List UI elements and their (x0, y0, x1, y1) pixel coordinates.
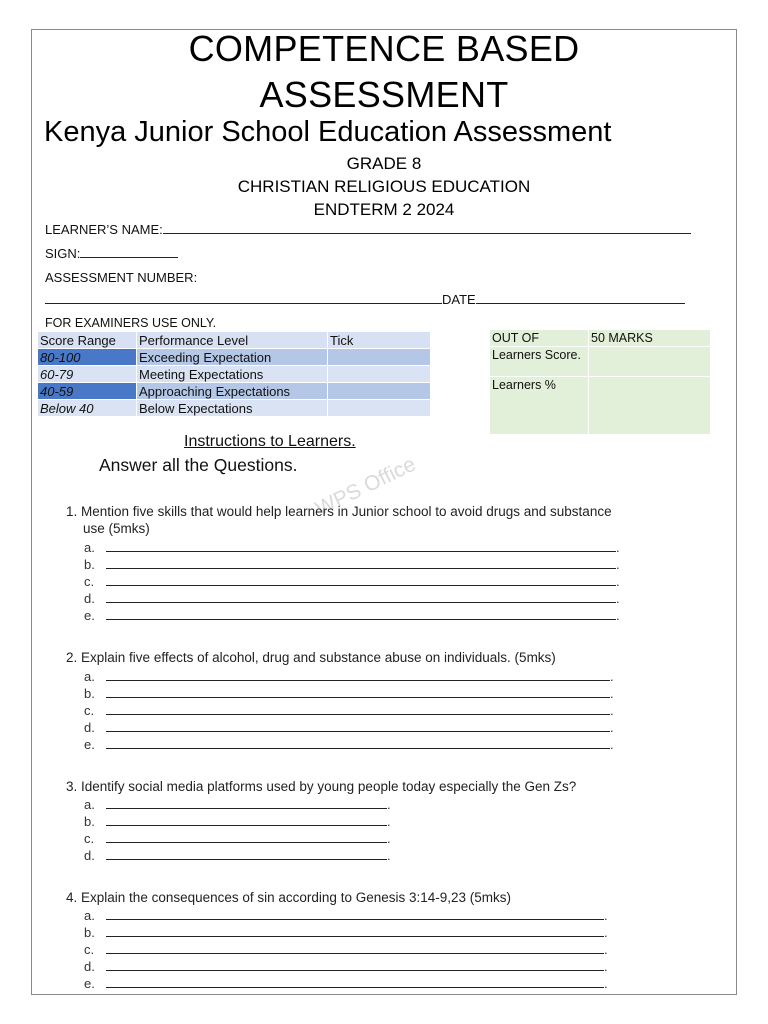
answer-line[interactable]: e. . (84, 737, 614, 752)
answer-underline (106, 602, 616, 603)
learners-percent-label: Learners % (490, 377, 589, 435)
answer-line[interactable]: d. . (84, 591, 620, 606)
question-number: 1. (66, 504, 78, 519)
option-label: b. (84, 686, 95, 701)
option-label: b. (84, 925, 95, 940)
subject: CHRISTIAN RELIGIOUS EDUCATION (237, 177, 531, 196)
answer-underline (106, 953, 604, 954)
question-4-answers (84, 907, 608, 992)
option-label: c. (84, 942, 95, 957)
option-label: e. (84, 737, 95, 752)
answer-underline (106, 680, 610, 681)
watermark: WPS Office (312, 452, 420, 521)
learner-name-label: LEARNER’S NAME: (45, 222, 163, 237)
performance-level-cell: Exceeding Expectation (137, 349, 328, 366)
answer-underline (106, 859, 387, 860)
date-field (45, 292, 685, 307)
option-label: a. (84, 797, 95, 812)
option-label: e. (84, 608, 95, 623)
header-performance-level: Performance Level (137, 332, 328, 349)
answer-line[interactable]: c. . (84, 942, 608, 957)
answer-underline (106, 936, 604, 937)
option-label: a. (84, 669, 95, 684)
question-2 (66, 650, 556, 665)
answer-line[interactable]: a. . (84, 908, 608, 923)
option-label: c. (84, 574, 95, 589)
answer-underline (106, 619, 616, 620)
learners-score-cell[interactable] (589, 347, 711, 377)
answer-line[interactable]: c. . (84, 574, 620, 589)
examiners-heading: FOR EXAMINERS USE ONLY. (45, 316, 217, 330)
answer-line[interactable]: a. . (84, 797, 391, 812)
answer-line[interactable]: a. . (84, 540, 620, 555)
option-label: e. (84, 976, 95, 991)
option-label: d. (84, 959, 95, 974)
date-label: DATE (442, 292, 476, 307)
question-3 (66, 779, 576, 794)
question-text: Identify social media platforms used by young people today especially the Gen Zs? (81, 779, 577, 794)
answer-underline (106, 585, 616, 586)
table-row (38, 400, 431, 417)
learner-name-field (45, 222, 691, 237)
answer-line[interactable]: d. . (84, 720, 614, 735)
subtitle: Kenya Junior School Education Assessment (44, 116, 612, 148)
performance-level-cell: Meeting Expectations (137, 366, 328, 383)
question-1-answers (84, 539, 620, 624)
option-label: c. (84, 831, 95, 846)
answer-underline (106, 731, 610, 732)
assessment-number-line[interactable] (45, 303, 442, 304)
question-2-answers (84, 668, 614, 753)
title-line2: ASSESSMENT (259, 74, 509, 115)
question-number: 3. (66, 779, 78, 794)
option-label: a. (84, 908, 95, 923)
tick-cell[interactable] (328, 366, 431, 383)
sign-field (45, 246, 178, 261)
option-label: b. (84, 557, 95, 572)
answer-line[interactable]: b. . (84, 557, 620, 572)
answer-underline (106, 551, 616, 552)
table-row (38, 383, 431, 400)
answer-line[interactable]: a. . (84, 669, 614, 684)
instructions-text: Answer all the Questions. (99, 455, 298, 475)
option-label: d. (84, 591, 95, 606)
score-range-cell: 60-79 (38, 366, 137, 383)
answer-underline (106, 714, 610, 715)
answer-underline (106, 970, 604, 971)
answer-line[interactable]: c. . (84, 831, 391, 846)
answer-underline (106, 568, 616, 569)
option-label: d. (84, 720, 95, 735)
learners-score-label: Learners Score. (490, 347, 589, 377)
question-text: Explain the consequences of sin according to Genesis 3:14-9,23 (5mks) (81, 890, 512, 905)
question-text-continued: use (5mks) (83, 521, 150, 536)
score-box (489, 329, 711, 435)
table-header-row (38, 332, 431, 349)
question-text: Mention five skills that would help learners in Junior school to avoid drugs and substance (81, 504, 612, 519)
term: ENDTERM 2 2024 (313, 200, 455, 219)
answer-line[interactable]: d. . (84, 848, 391, 863)
performance-level-cell: Below Expectations (137, 400, 328, 417)
question-1 (66, 504, 612, 519)
out-of-value: 50 MARKS (589, 330, 711, 347)
table-row (38, 349, 431, 366)
performance-table (37, 331, 431, 417)
answer-line[interactable]: e. . (84, 608, 620, 623)
answer-underline (106, 842, 387, 843)
performance-level-cell: Approaching Expectations (137, 383, 328, 400)
score-range-cell: 40-59 (38, 383, 137, 400)
table-row (38, 366, 431, 383)
question-text: Explain five effects of alcohol, drug and substance abuse on individuals. (5mks) (81, 650, 556, 665)
tick-cell[interactable] (328, 400, 431, 417)
title-line1: COMPETENCE BASED (188, 28, 580, 69)
learners-percent-cell[interactable] (589, 377, 711, 435)
header-tick: Tick (328, 332, 431, 349)
answer-underline (106, 748, 610, 749)
question-4 (66, 890, 511, 905)
learner-name-line[interactable] (163, 233, 691, 234)
score-range-cell: Below 40 (38, 400, 137, 417)
instructions-heading: Instructions to Learners. (184, 433, 356, 450)
answer-underline (106, 697, 610, 698)
answer-line[interactable]: e. . (84, 976, 608, 991)
option-label: a. (84, 540, 95, 555)
header-score-range: Score Range (38, 332, 137, 349)
out-of-label: OUT OF (490, 330, 589, 347)
option-label: b. (84, 814, 95, 829)
question-3-answers (84, 796, 391, 864)
assessment-number-label: ASSESSMENT NUMBER: (45, 270, 198, 285)
answer-line[interactable]: c. . (84, 703, 614, 718)
answer-underline (106, 808, 387, 809)
option-label: c. (84, 703, 95, 718)
answer-underline (106, 987, 604, 988)
answer-line[interactable]: b. . (84, 925, 608, 940)
question-number: 2. (66, 650, 78, 665)
score-range-cell: 80-100 (38, 349, 137, 366)
sign-label: SIGN: (45, 246, 81, 261)
grade: GRADE 8 (346, 154, 422, 173)
tick-cell[interactable] (328, 383, 431, 400)
option-label: d. (84, 848, 95, 863)
answer-line[interactable]: b. . (84, 686, 614, 701)
answer-line[interactable]: b. . (84, 814, 391, 829)
answer-line[interactable]: d. . (84, 959, 608, 974)
question-number: 4. (66, 890, 78, 905)
tick-cell[interactable] (328, 349, 431, 366)
answer-underline (106, 825, 387, 826)
date-line[interactable] (476, 303, 685, 304)
sign-line[interactable] (80, 257, 178, 258)
answer-underline (106, 919, 604, 920)
